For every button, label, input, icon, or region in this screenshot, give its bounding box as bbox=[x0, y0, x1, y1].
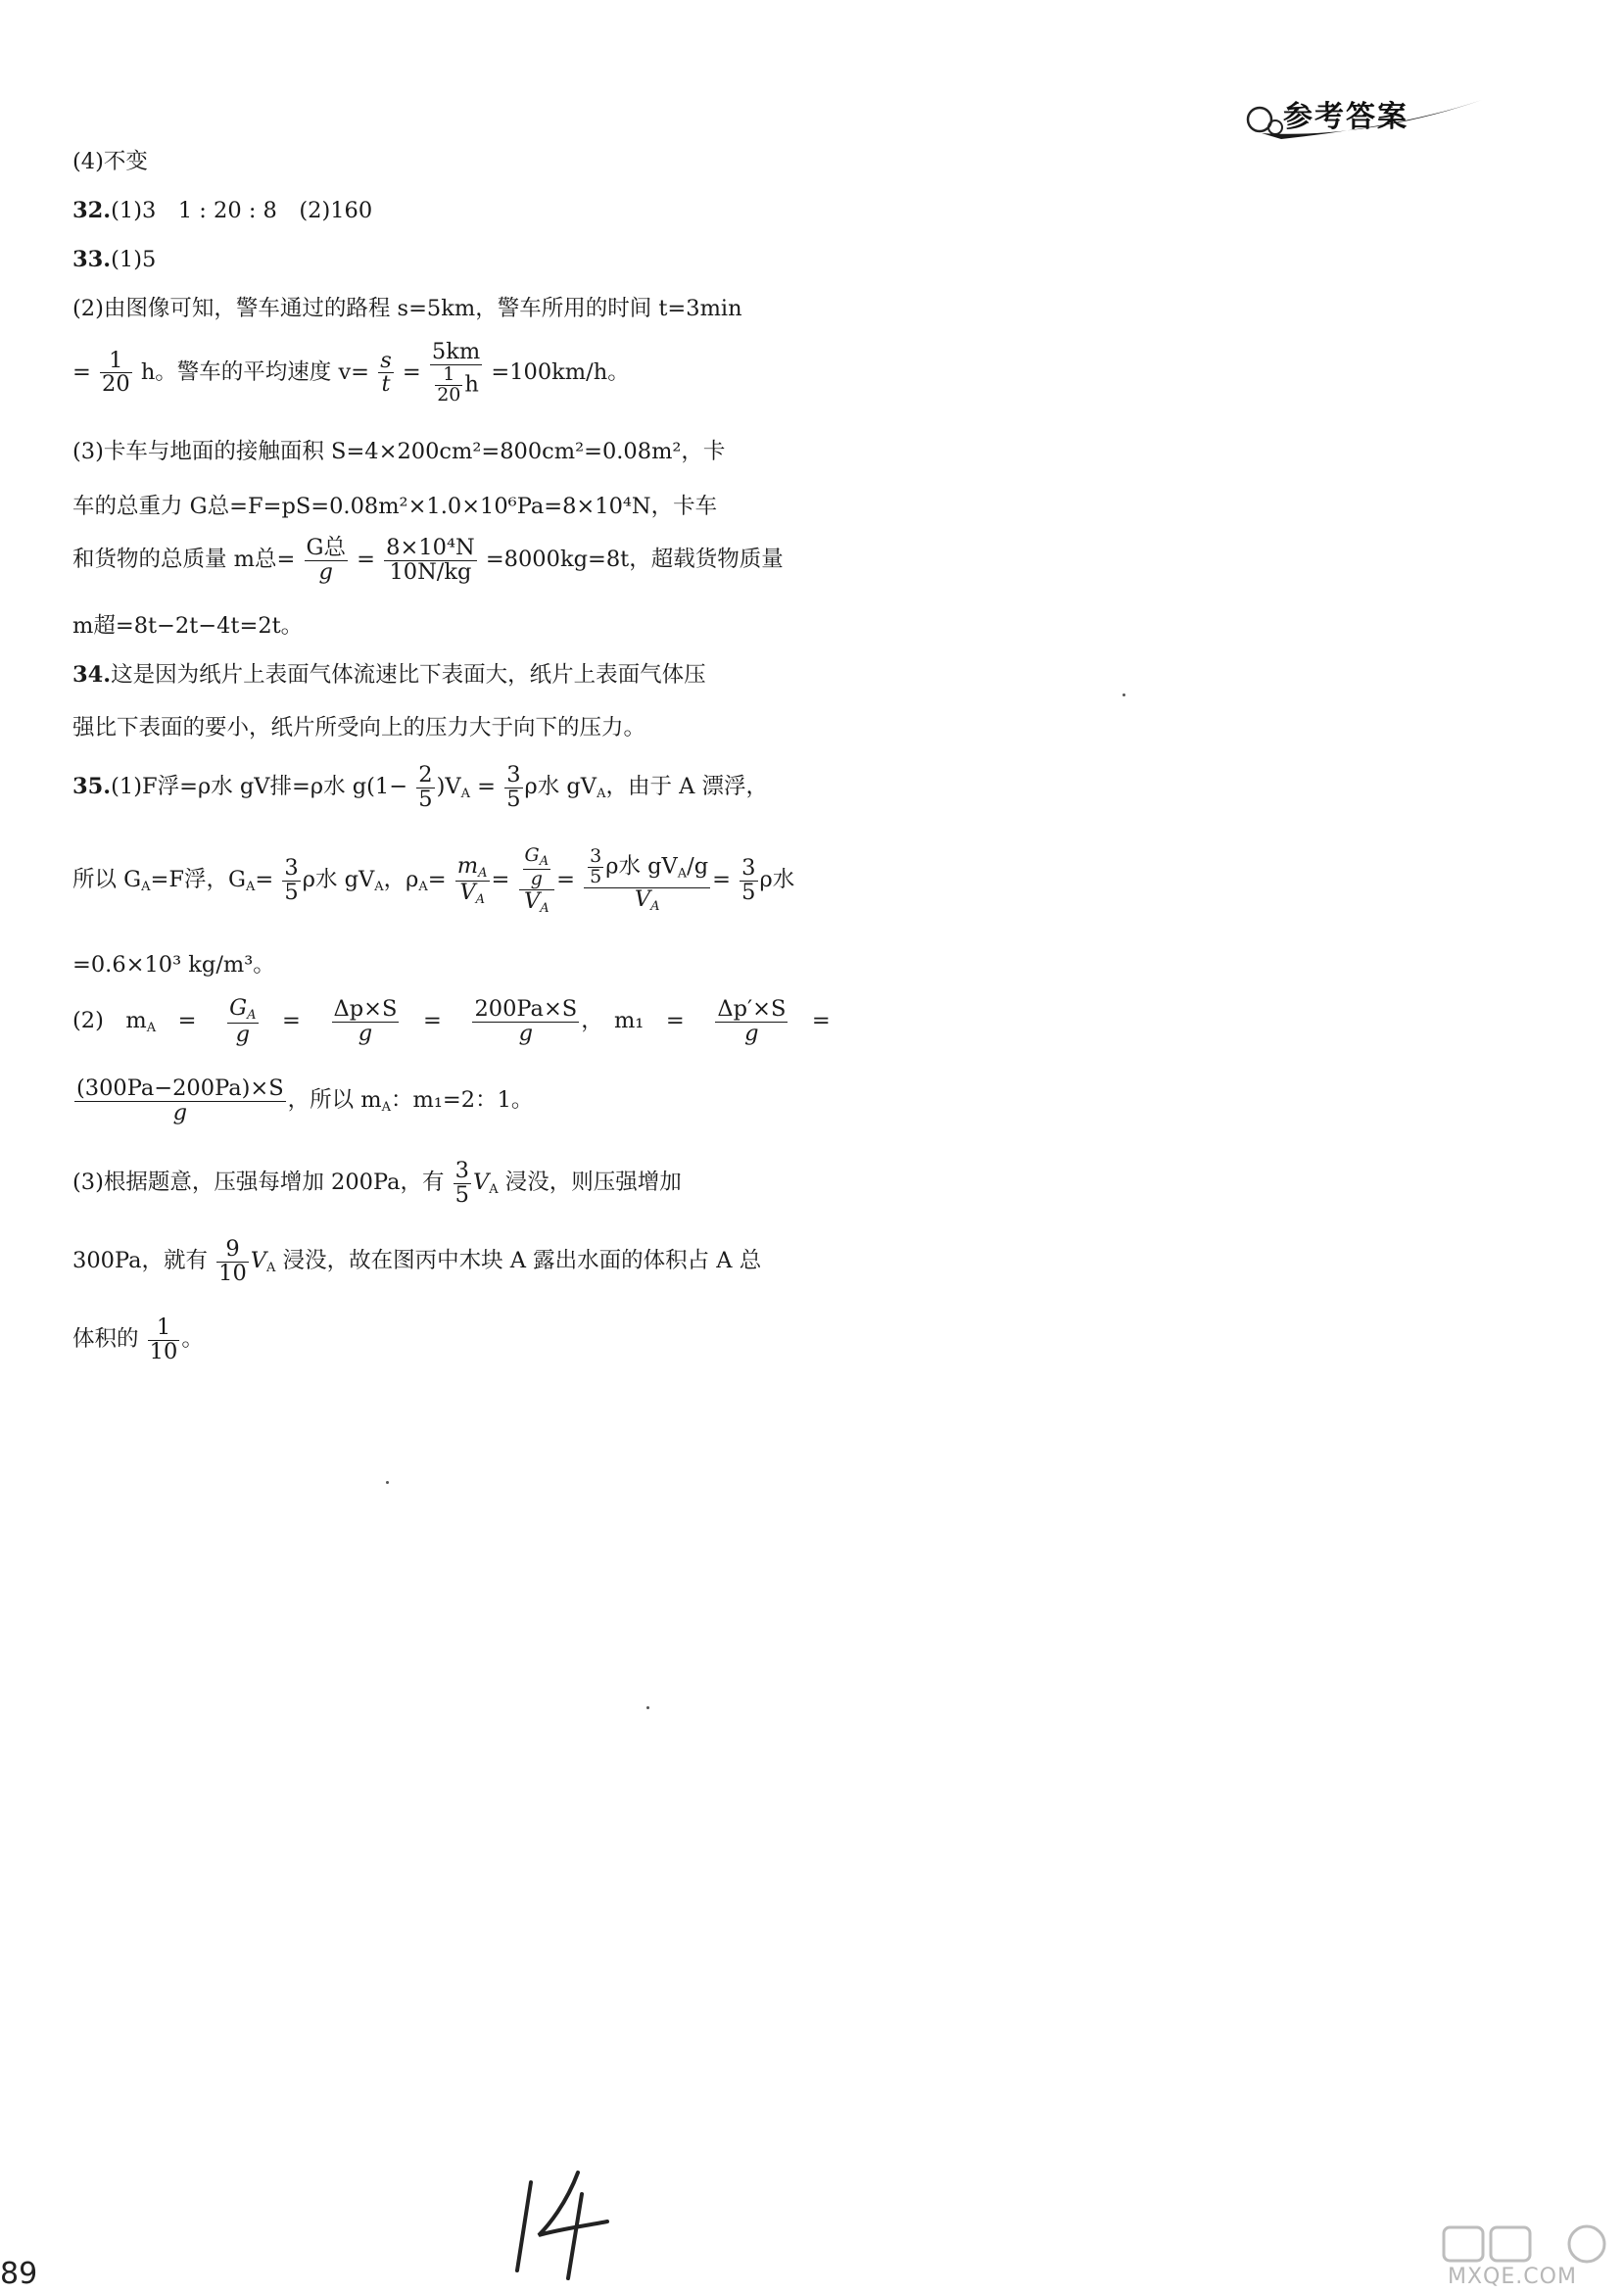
denominator: g bbox=[744, 1020, 759, 1046]
page-number: 89 bbox=[0, 2257, 38, 2291]
text: = bbox=[402, 358, 421, 385]
line-4-unchanged: (4)不变 bbox=[72, 149, 148, 174]
denominator: 20 bbox=[102, 371, 130, 398]
answer-33-3-mass bbox=[72, 537, 784, 584]
fraction bbox=[282, 854, 300, 905]
text: ，所以 m bbox=[287, 1087, 382, 1114]
text: =8000kg=8t，超载货物质量 bbox=[485, 547, 784, 573]
denominator: 5 bbox=[741, 879, 756, 905]
denominator: g bbox=[318, 558, 333, 585]
numerator: 3 bbox=[506, 762, 521, 788]
subscript: A bbox=[418, 880, 428, 895]
answer-35-1 bbox=[72, 764, 768, 811]
fraction bbox=[588, 847, 603, 887]
fraction bbox=[100, 347, 132, 398]
text: 300Pa，就有 bbox=[72, 1248, 208, 1274]
fraction bbox=[378, 347, 394, 398]
denominator: g bbox=[530, 867, 543, 889]
answer-33-3: (3)卡车与地面的接触面积 S=4×200cm²=800cm²=0.08m²，卡 bbox=[72, 439, 726, 464]
text: V bbox=[250, 1248, 267, 1274]
text: /g bbox=[687, 853, 709, 880]
text: V bbox=[524, 887, 541, 914]
numerator: 3 bbox=[284, 854, 299, 881]
answer-33-3-overload: m超=8t−2t−4t=2t。 bbox=[72, 613, 304, 639]
fraction bbox=[216, 1238, 249, 1285]
denominator: 5 bbox=[418, 786, 433, 812]
answer-35-3-result bbox=[72, 1316, 204, 1363]
numerator: 2 bbox=[418, 762, 433, 788]
text: ρ水 gV bbox=[524, 774, 597, 800]
fraction bbox=[416, 764, 434, 811]
answer-33-2-cont bbox=[72, 341, 630, 406]
text: = bbox=[789, 1008, 831, 1034]
numerator: 8×10⁴N bbox=[386, 535, 475, 560]
numerator bbox=[227, 997, 258, 1024]
text: G bbox=[524, 844, 540, 866]
numerator: 3 bbox=[590, 845, 602, 868]
scan-speck bbox=[1122, 693, 1125, 696]
text: 浸没，则压强增加 bbox=[504, 1170, 682, 1196]
unit: h bbox=[464, 371, 479, 398]
fraction bbox=[455, 852, 490, 907]
text: = bbox=[72, 358, 91, 385]
fraction bbox=[472, 998, 579, 1045]
fraction bbox=[523, 846, 551, 889]
subscript: A bbox=[266, 1261, 276, 1276]
numerator bbox=[455, 852, 490, 882]
subscript: A bbox=[478, 865, 488, 881]
text: =F浮，G bbox=[150, 867, 246, 893]
fraction bbox=[332, 998, 400, 1045]
denominator: g bbox=[518, 1020, 534, 1046]
numerator: Δp′×S bbox=[717, 996, 787, 1023]
numerator: 5km bbox=[431, 339, 481, 364]
numerator: 1 bbox=[435, 365, 462, 386]
text: = bbox=[491, 867, 510, 893]
numerator: Δp×S bbox=[333, 996, 398, 1023]
answer-33-3-cont: 车的总重力 G总=F=pS=0.08m²×1.0×10⁶Pa=8×10⁴N，卡车 bbox=[72, 494, 718, 519]
numerator: s bbox=[380, 347, 392, 373]
denominator: 5 bbox=[284, 879, 299, 905]
numerator bbox=[519, 846, 555, 890]
subscript: A bbox=[141, 880, 151, 895]
text: = bbox=[255, 867, 274, 893]
fraction bbox=[715, 998, 788, 1045]
text: =100km/h。 bbox=[491, 358, 630, 385]
subscript: A bbox=[374, 880, 384, 895]
handwriting-icon bbox=[509, 2165, 617, 2282]
fraction bbox=[148, 1316, 180, 1363]
subscript: A bbox=[245, 880, 256, 895]
denominator: g bbox=[358, 1020, 373, 1046]
text: )V bbox=[436, 774, 461, 800]
text: 和货物的总质量 m总= bbox=[72, 547, 296, 573]
subscript: A bbox=[146, 1021, 157, 1036]
subscript: A bbox=[539, 854, 549, 869]
answer-33-2: (2)由图像可知，警车通过的路程 s=5km，警车所用的时间 t=3min bbox=[72, 296, 742, 321]
numerator bbox=[584, 847, 710, 888]
answer-text: (1)3 1 : 20 : 8 (2)160 bbox=[111, 198, 373, 223]
denominator: 5 bbox=[590, 866, 602, 888]
scan-speck bbox=[646, 1706, 649, 1709]
numerator bbox=[523, 846, 551, 870]
numerator: 1 bbox=[100, 350, 132, 374]
answer-32 bbox=[72, 200, 372, 222]
fraction bbox=[435, 362, 462, 406]
subscript: A bbox=[460, 787, 471, 802]
text: ，ρ bbox=[383, 867, 419, 893]
numerator: (300Pa−200Pa)×S bbox=[76, 1075, 284, 1101]
text: = bbox=[156, 1008, 218, 1034]
denominator bbox=[430, 362, 482, 406]
numerator: 9 bbox=[216, 1238, 249, 1263]
watermark-url: MXQE.COM bbox=[1448, 2265, 1577, 2289]
subscript: A bbox=[247, 1008, 257, 1023]
answer-35-1-result: =0.6×10³ kg/m³。 bbox=[72, 952, 275, 978]
subscript: A bbox=[650, 899, 660, 915]
subscript: A bbox=[540, 900, 549, 916]
fraction bbox=[454, 1160, 471, 1207]
fraction bbox=[584, 847, 710, 914]
denominator: 5 bbox=[454, 1181, 469, 1208]
denominator: t bbox=[381, 371, 391, 398]
text: = bbox=[401, 1008, 464, 1034]
text: 体积的 bbox=[72, 1326, 139, 1353]
text: (3)根据题意，压强每增加 200Pa，有 bbox=[72, 1170, 445, 1196]
text: m bbox=[456, 852, 479, 879]
answer-34 bbox=[72, 664, 706, 687]
denominator bbox=[584, 888, 710, 914]
text: = bbox=[260, 1008, 323, 1034]
fraction bbox=[384, 537, 477, 584]
text: V bbox=[473, 1170, 490, 1196]
subscript: A bbox=[677, 866, 688, 882]
subscript: A bbox=[597, 787, 606, 802]
subscript: A bbox=[489, 1182, 499, 1198]
denominator: g bbox=[235, 1021, 251, 1047]
text: (1)F浮=ρ水 gV排=ρ水 g(1− bbox=[111, 774, 408, 800]
text: (2) m bbox=[72, 1008, 147, 1034]
question-number: 35. bbox=[72, 774, 112, 800]
answer-35-2-cont bbox=[72, 1077, 533, 1124]
text: ：m₁=2：1。 bbox=[391, 1087, 534, 1114]
text: ρ水 gV bbox=[302, 867, 375, 893]
scan-speck bbox=[386, 1481, 389, 1484]
numerator: 200Pa×S bbox=[474, 996, 578, 1023]
answer-34-cont: 强比下表面的要小，纸片所受向上的压力大于向下的压力。 bbox=[72, 715, 646, 740]
subscript: A bbox=[475, 891, 485, 907]
question-number: 33. bbox=[72, 247, 112, 272]
text: ρ水 gV bbox=[605, 853, 678, 880]
denominator bbox=[519, 887, 555, 916]
denominator bbox=[455, 879, 490, 907]
text: h。警车的平均速度 v= bbox=[140, 358, 370, 385]
answer-key-header bbox=[1242, 86, 1487, 155]
question-number: 32. bbox=[72, 198, 112, 223]
text: = bbox=[556, 867, 575, 893]
text: = bbox=[477, 774, 497, 800]
denominator: 5 bbox=[506, 786, 521, 812]
answer-text: 这是因为纸片上表面气体流速比下表面大，纸片上表面气体压 bbox=[111, 662, 706, 688]
answer-35-3-cont bbox=[72, 1238, 761, 1285]
text: 所以 G bbox=[72, 867, 142, 893]
text: G bbox=[229, 995, 248, 1021]
denominator: 20 bbox=[437, 383, 461, 406]
text: V bbox=[459, 879, 476, 905]
site-watermark bbox=[1440, 2223, 1624, 2293]
fraction bbox=[740, 854, 757, 905]
text: = bbox=[712, 867, 732, 893]
denominator: 10 bbox=[149, 1338, 178, 1364]
answer-35-2 bbox=[72, 997, 831, 1046]
fraction bbox=[430, 341, 482, 406]
numerator: 3 bbox=[454, 1158, 469, 1183]
text: ρ水 bbox=[759, 867, 795, 893]
answer-35-1-density bbox=[72, 846, 794, 915]
text: = bbox=[427, 867, 447, 893]
text: = bbox=[357, 547, 375, 573]
numerator: G总 bbox=[306, 535, 346, 560]
fraction bbox=[519, 846, 555, 915]
fraction bbox=[227, 997, 258, 1046]
denominator: 10N/kg bbox=[389, 558, 472, 585]
fraction bbox=[504, 764, 522, 811]
denominator: g bbox=[172, 1099, 188, 1125]
fraction bbox=[74, 1077, 286, 1124]
subscript: A bbox=[381, 1100, 392, 1116]
answer-35-3 bbox=[72, 1160, 682, 1207]
numerator: 3 bbox=[741, 854, 756, 881]
text: V bbox=[634, 886, 651, 913]
denominator: 10 bbox=[218, 1260, 247, 1286]
text: 。 bbox=[181, 1326, 204, 1353]
answer-text: (1)5 bbox=[111, 247, 157, 272]
handwritten-number bbox=[509, 2165, 617, 2282]
question-number: 34. bbox=[72, 662, 112, 688]
answer-33 bbox=[72, 249, 156, 271]
text: ， m₁ = bbox=[581, 1008, 707, 1034]
numerator: 1 bbox=[148, 1316, 180, 1341]
watermark-logo-icon bbox=[1440, 2223, 1624, 2267]
header-title: 参考答案 bbox=[1283, 100, 1409, 134]
fraction bbox=[305, 537, 348, 584]
text: ，由于 A 漂浮， bbox=[605, 774, 769, 800]
text: 浸没，故在图丙中木块 A 露出水面的体积占 A 总 bbox=[282, 1248, 762, 1274]
